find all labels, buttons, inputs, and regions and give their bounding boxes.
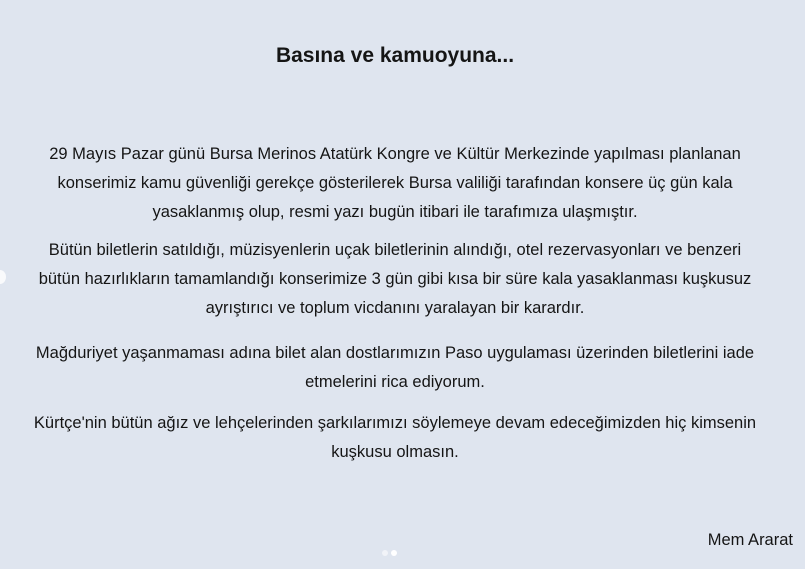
paragraph-line: bütün hazırlıkların tamamlandığı konserimize 3 gün gibi kısa bir süre kala yasaklanması kuşkusuz: [38, 270, 752, 288]
paragraph-2: [0, 236, 790, 323]
signature: Mem Ararat: [707, 531, 793, 549]
paragraph-line: ayrıştırıcı ve toplum vicdanını yaralayan bir karardır.: [205, 299, 585, 317]
paragraph-line: kuşkusu olmasın.: [331, 443, 459, 461]
paragraph-3: [0, 339, 790, 397]
carousel-dots: [382, 550, 397, 556]
page-title: Basına ve kamuoyuna...: [275, 44, 515, 67]
paragraph-line: yasaklanmış olup, resmi yazı bugün itibari ile tarafımıza ulaşmıştır.: [152, 203, 638, 221]
paragraph-1: [0, 140, 790, 227]
carousel-dot-1[interactable]: [382, 550, 388, 556]
carousel-dot-2[interactable]: [391, 550, 397, 556]
paragraph-line: Bütün biletlerin satıldığı, müzisyenlerin uçak biletlerinin alındığı, otel rezervasyonları ve benzeri: [48, 241, 742, 259]
paragraph-line: konserimiz kamu güvenliği gerekçe gösterilerek Bursa valiliği tarafından konsere üç gün kala: [57, 174, 733, 192]
paragraph-line: etmelerini rica ediyorum.: [305, 373, 485, 391]
paragraph-line: 29 Mayıs Pazar günü Bursa Merinos Atatürk Kongre ve Kültür Merkezinde yapılması planlanan: [49, 145, 741, 163]
paragraph-4: [0, 409, 790, 467]
paragraph-line: Mağduriyet yaşanmaması adına bilet alan dostlarımızın Paso uygulaması üzerinden biletlerini iade: [35, 344, 755, 362]
paragraph-line: Kürtçe'nin bütün ağız ve lehçelerinden şarkılarımızı söylemeye devam edeceğimizden hiç kimsenin: [33, 414, 757, 432]
